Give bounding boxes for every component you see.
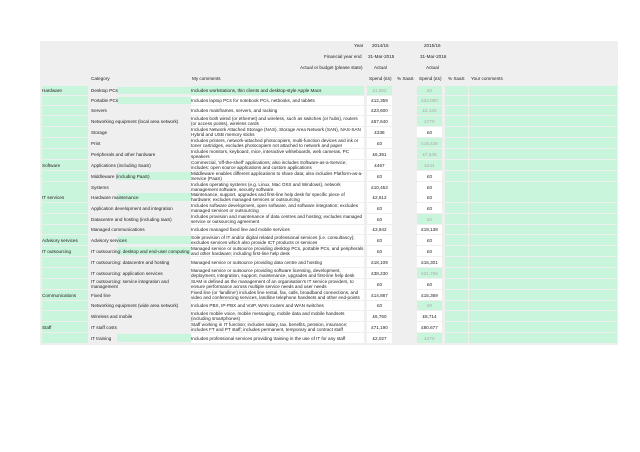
your-comments-cell[interactable]	[469, 182, 617, 192]
xaas-2015-cell[interactable]	[445, 106, 468, 115]
spend-2015-cell[interactable]: £21,765	[417, 268, 442, 278]
spend-2015-cell[interactable]: £18,436	[417, 138, 442, 148]
section-label: Staff	[42, 322, 88, 332]
spend-2014-cell[interactable]: £338	[367, 127, 392, 137]
xaas-2015-cell[interactable]	[445, 116, 468, 126]
category-cell[interactable]	[90, 214, 191, 224]
xaas-2014-cell[interactable]	[394, 301, 419, 310]
category-label: IT outsourcing: desktop and end-user computing	[91, 248, 190, 254]
category-cell[interactable]	[90, 138, 191, 148]
actual-budget-label: Actual or budget (please state)	[300, 65, 363, 70]
spend-2015-cell[interactable]: £0	[417, 301, 442, 310]
comment-cell[interactable]: Staff working in IT function; includes salary, tax, benefits, pension, insurance; includes FT and PT staff; includes permanent, temporary and contract staff	[191, 322, 364, 332]
category-label: Desktop PCs	[91, 88, 118, 93]
comment-cell[interactable]: Includes managed fixed line and mobile services	[191, 225, 364, 234]
your-comments-cell[interactable]	[469, 171, 617, 181]
xaas-2015-cell[interactable]	[445, 171, 468, 181]
table-row	[40, 225, 618, 234]
section-label	[42, 106, 88, 115]
table-row	[40, 311, 618, 321]
spend-2015-cell[interactable]: £2,120	[417, 106, 442, 115]
category-highlight	[117, 236, 191, 244]
category-label: Servers	[91, 108, 107, 113]
xaas-2014-cell[interactable]	[394, 246, 419, 256]
year-2[interactable]: 2015/16	[424, 43, 441, 48]
xaas-2015-cell[interactable]	[445, 322, 468, 332]
xaas-2014-cell[interactable]	[394, 149, 419, 159]
comment-cell[interactable]: Includes operating systems (e.g. Linux, Mac OSX and Windows), network management software, security software	[191, 182, 364, 192]
xaas-2015-cell[interactable]	[445, 127, 468, 137]
category-cell[interactable]	[90, 182, 191, 192]
your-comments-cell[interactable]	[469, 290, 617, 300]
spend-2015-cell[interactable]: £0	[417, 171, 442, 181]
spend-2015-cell[interactable]: £0	[417, 203, 442, 213]
category-cell[interactable]	[90, 279, 191, 289]
your-comments-cell[interactable]	[469, 138, 617, 148]
section-label: Software	[42, 160, 88, 170]
section-label	[42, 257, 88, 267]
year-label: Year	[354, 43, 364, 48]
xaas-2015-cell[interactable]	[445, 311, 468, 321]
your-comments-cell[interactable]	[469, 203, 617, 213]
xaas-2015-cell[interactable]	[445, 192, 468, 202]
category-cell[interactable]	[90, 96, 191, 105]
col-your-comments: Your comments	[471, 76, 503, 81]
spend-2014-cell[interactable]: £18,109	[367, 257, 392, 267]
category-label: IT outsourcing: datacentre and hosting	[91, 259, 170, 265]
xaas-2015-cell[interactable]	[445, 235, 468, 245]
year-row	[40, 41, 618, 51]
xaas-2014-cell[interactable]	[394, 333, 419, 343]
comment-cell[interactable]: Managed service or outsource providing desktop PCs, portable PCs, and peripherals and other hardware; including first-line help desk	[191, 246, 364, 256]
category-cell[interactable]	[90, 116, 191, 126]
table-row	[40, 246, 618, 256]
your-comments-cell[interactable]	[469, 149, 617, 159]
category-label: Wireless and mobile	[91, 313, 133, 319]
xaas-2014-cell[interactable]	[394, 279, 419, 289]
section-label	[42, 203, 88, 213]
spend-2015-cell[interactable]: £80,677	[417, 322, 442, 332]
xaas-2014-cell[interactable]	[394, 182, 419, 192]
table-row	[40, 257, 618, 267]
category-cell[interactable]	[90, 301, 191, 310]
category-label: Datacentre and hosting (including IaaS)	[91, 216, 172, 222]
xaas-2014-cell[interactable]	[394, 257, 419, 267]
section-label: Hardware	[42, 86, 88, 95]
fye-1[interactable]: 31-Mar-2015	[368, 54, 395, 59]
spend-2015-cell[interactable]: £444	[417, 160, 442, 170]
xaas-2014-cell[interactable]	[394, 106, 419, 115]
year-1[interactable]: 2014/15	[372, 43, 389, 48]
xaas-2015-cell[interactable]	[445, 203, 468, 213]
category-label: Peripherals and other hardware	[91, 151, 156, 157]
spend-2014-cell[interactable]: £6,760	[367, 311, 392, 321]
section-label	[42, 311, 88, 321]
table-row	[40, 116, 618, 126]
table-row	[40, 192, 618, 202]
your-comments-cell[interactable]	[469, 322, 617, 332]
your-comments-cell[interactable]	[469, 160, 617, 170]
category-cell[interactable]	[90, 268, 191, 278]
your-comments-cell[interactable]	[469, 116, 617, 126]
xaas-2014-cell[interactable]	[394, 290, 419, 300]
xaas-2014-cell[interactable]	[394, 268, 419, 278]
comment-cell[interactable]: Includes workstations, thin clients and desktop-style Apple Macs	[191, 86, 364, 95]
xaas-2014-cell[interactable]	[394, 225, 419, 234]
your-comments-cell[interactable]	[469, 192, 617, 202]
section-label	[42, 116, 88, 126]
col-comments: My comments	[192, 76, 221, 81]
section-label	[42, 214, 88, 224]
section-label: Communications	[42, 290, 88, 300]
spend-2015-cell[interactable]: £0	[417, 182, 442, 192]
xaas-2014-cell[interactable]	[394, 116, 419, 126]
category-highlight	[117, 97, 191, 104]
category-cell[interactable]	[90, 257, 191, 267]
section-label: IT outsourcing	[42, 246, 88, 256]
xaas-2015-cell[interactable]	[445, 160, 468, 170]
category-cell[interactable]	[90, 311, 191, 321]
actual-budget-2[interactable]: Actual	[426, 65, 439, 70]
spreadsheet-sheet	[40, 41, 618, 345]
table-row	[40, 106, 618, 115]
xaas-2014-cell[interactable]	[394, 322, 419, 332]
category-label: Storage	[91, 129, 108, 135]
xaas-2015-cell[interactable]	[445, 301, 468, 310]
spend-2014-cell[interactable]: £23,600	[367, 106, 392, 115]
table-row	[40, 268, 618, 278]
comment-cell[interactable]: Middleware enables different applications to share data; also includes Platform-as-a-Service (PaaS)	[191, 171, 363, 181]
section-label	[42, 127, 88, 137]
your-comments-cell[interactable]	[469, 106, 617, 115]
xaas-2014-cell[interactable]	[394, 214, 419, 224]
your-comments-cell[interactable]	[469, 225, 617, 234]
spend-2014-cell[interactable]: £38,230	[367, 268, 392, 278]
category-cell[interactable]	[90, 192, 191, 202]
spend-2015-cell[interactable]: £0	[417, 246, 442, 256]
section-label	[42, 171, 88, 181]
xaas-2014-cell[interactable]	[394, 192, 419, 202]
fye-row	[40, 52, 618, 62]
xaas-2015-cell[interactable]	[445, 279, 468, 289]
category-label: Application development and integration	[91, 205, 173, 211]
table-row	[40, 214, 618, 224]
category-cell[interactable]	[90, 290, 191, 300]
category-highlight	[117, 334, 191, 342]
your-comments-cell[interactable]	[469, 279, 617, 289]
spend-2014-cell[interactable]: £67,640	[367, 116, 392, 126]
xaas-2014-cell[interactable]	[394, 203, 419, 213]
table-row	[40, 127, 618, 137]
spend-2015-cell[interactable]: £0	[417, 214, 442, 224]
category-label: Middleware (including PaaS)	[91, 173, 150, 179]
spend-2015-cell[interactable]: £770	[417, 116, 442, 126]
category-cell[interactable]	[90, 322, 191, 332]
xaas-2015-cell[interactable]	[445, 138, 468, 148]
category-label: IT training	[91, 335, 112, 341]
xaas-2015-cell[interactable]	[445, 86, 468, 95]
xaas-2014-cell[interactable]	[394, 127, 419, 137]
your-comments-cell[interactable]	[469, 268, 617, 278]
xaas-2014-cell[interactable]	[394, 235, 419, 245]
section-label: Advisory services	[42, 235, 88, 245]
category-cell[interactable]	[90, 171, 191, 181]
your-comments-cell[interactable]	[469, 246, 617, 256]
your-comments-cell[interactable]	[469, 214, 617, 224]
spend-2015-cell[interactable]: £22,090	[417, 96, 442, 105]
section-label	[42, 96, 88, 105]
category-label: Managed communications	[91, 227, 145, 232]
actual-budget-row	[40, 63, 618, 73]
spend-2015-cell[interactable]: £7,648	[417, 149, 442, 159]
spend-2014-cell[interactable]: £2,027	[367, 333, 392, 343]
category-label: IT staff costs	[91, 324, 117, 330]
category-cell[interactable]	[90, 149, 191, 159]
col-xaas-2: % XaaS	[448, 76, 465, 81]
comment-cell[interactable]: Sole provision of IT and/or digital related professional services (i.e. consultancy); excludes services which also provide ICT products or services	[191, 235, 364, 245]
category-cell[interactable]	[90, 160, 191, 170]
spend-2014-cell[interactable]: £0	[367, 171, 392, 181]
category-cell[interactable]	[90, 86, 191, 95]
comment-cell[interactable]: Includes software development, open software, and software integration; excludes managed services or outsourcing	[191, 203, 364, 213]
column-header-row	[40, 74, 618, 84]
col-category: Category	[91, 76, 110, 81]
comment-cell[interactable]: Includes mobile voice, mobile messaging, mobile data and mobile handsets (including smartphones)	[191, 311, 364, 321]
category-label: Print	[91, 140, 101, 146]
comment-cell[interactable]: SIAM is defined as the management of an organisation's IT service providers, to ensure performance across multiple service needs and user needs	[191, 279, 364, 289]
fye-label: Financial year end	[324, 54, 362, 59]
table-row	[40, 182, 618, 192]
your-comments-cell[interactable]	[469, 257, 617, 267]
xaas-2015-cell[interactable]	[445, 257, 468, 267]
spend-2015-cell[interactable]: £19,138	[417, 225, 442, 234]
spend-2015-cell[interactable]: £15,301	[417, 257, 442, 267]
table-row	[40, 203, 618, 213]
section-label	[42, 333, 88, 343]
spend-2014-cell[interactable]: £467	[367, 160, 392, 170]
section-label	[42, 301, 88, 310]
xaas-2015-cell[interactable]	[445, 333, 468, 343]
xaas-2014-cell[interactable]	[394, 86, 419, 95]
spend-2015-cell[interactable]: £0	[417, 127, 442, 137]
spend-2014-cell[interactable]: £0	[367, 279, 392, 289]
xaas-2014-cell[interactable]	[394, 171, 419, 181]
xaas-2015-cell[interactable]	[445, 246, 468, 256]
category-label: IT outsourcing: application services	[91, 270, 163, 276]
table-row	[40, 290, 618, 300]
table-row	[40, 149, 618, 159]
table-row	[40, 235, 618, 245]
comment-cell[interactable]: Includes professional services providing training in the use of IT for any staff	[191, 333, 364, 343]
spend-2014-cell[interactable]: £2,612	[367, 192, 392, 202]
section-label	[42, 225, 88, 234]
spend-2014-cell[interactable]: £1,852	[367, 86, 392, 95]
actual-budget-1[interactable]: Actual	[374, 65, 387, 70]
xaas-2014-cell[interactable]	[394, 160, 419, 170]
comment-cell[interactable]: Includes laptop PCs for notebook PCs, netbooks, and tablets	[191, 96, 364, 105]
table-row	[40, 333, 618, 343]
comment-cell[interactable]: Managed service or outsource providing data centre and hosting	[191, 257, 364, 267]
xaas-2015-cell[interactable]	[445, 268, 468, 278]
table-row	[40, 96, 618, 105]
comment-cell[interactable]: Includes PBX, IP-PBX and VoIP, WAN routers and WAN switches	[191, 301, 364, 310]
comment-cell[interactable]: Includes mainframes, servers, and racking	[191, 106, 364, 115]
comment-cell[interactable]: Managed service or outsource providing software licensing, development, deployment, integration, support, maintenance, upgrades and first-line help desk	[191, 268, 364, 278]
spend-2014-cell[interactable]: £12,359	[367, 96, 392, 105]
your-comments-cell[interactable]	[469, 301, 617, 310]
category-cell[interactable]	[90, 333, 191, 343]
spend-2014-cell[interactable]: £0	[367, 203, 392, 213]
xaas-2015-cell[interactable]	[445, 225, 468, 234]
xaas-2015-cell[interactable]	[445, 290, 468, 300]
your-comments-cell[interactable]	[469, 333, 617, 343]
spend-2014-cell[interactable]: £0	[367, 301, 392, 310]
category-label: Hardware maintenance	[91, 194, 139, 200]
xaas-2015-cell[interactable]	[445, 182, 468, 192]
table-row	[40, 322, 618, 332]
table-row	[40, 160, 618, 170]
xaas-2014-cell[interactable]	[394, 311, 419, 321]
xaas-2014-cell[interactable]	[394, 96, 419, 105]
section-label	[42, 149, 88, 159]
your-comments-cell[interactable]	[469, 127, 617, 137]
your-comments-cell[interactable]	[469, 96, 617, 105]
category-cell[interactable]	[90, 246, 191, 256]
section-label	[42, 268, 88, 278]
comment-cell[interactable]: Commercial, 'off-the-shelf' applications; also includes Software-as-a-Service; includes: open source applications and custom applications	[191, 160, 364, 170]
xaas-2014-cell[interactable]	[394, 138, 419, 148]
spend-2015-cell[interactable]: £470	[417, 333, 442, 343]
section-label	[42, 279, 88, 289]
category-highlight	[117, 87, 191, 94]
col-spend-2: Spend (£s)	[419, 76, 442, 81]
category-cell[interactable]	[90, 127, 191, 137]
table-row	[40, 138, 618, 148]
fye-2[interactable]: 31-Mar-2016	[420, 54, 447, 59]
spend-2015-cell[interactable]: £0	[417, 192, 442, 202]
category-label: Portable PCs	[91, 98, 119, 103]
your-comments-cell[interactable]	[469, 235, 617, 245]
spend-2015-cell[interactable]: £0	[417, 86, 442, 95]
category-cell[interactable]	[90, 225, 191, 234]
xaas-2015-cell[interactable]	[445, 96, 468, 105]
spend-2014-cell[interactable]: £71,190	[367, 322, 392, 332]
comment-cell[interactable]: Includes both wired (or ethernet) and wireless, such as switches (or hubs), routers (or access points), wireless cards	[191, 116, 364, 126]
spend-2015-cell[interactable]: £0	[417, 279, 442, 289]
category-label: Networking equipment (local area network)	[91, 118, 179, 124]
table-row	[40, 301, 618, 310]
category-label: Fixed line	[91, 292, 111, 298]
section-label: IT services	[42, 192, 88, 202]
section-label	[42, 138, 88, 148]
your-comments-cell[interactable]	[469, 311, 617, 321]
table-row	[40, 171, 618, 181]
spend-2014-cell[interactable]: £0	[367, 214, 392, 224]
category-cell[interactable]	[90, 106, 191, 115]
spend-2014-cell[interactable]: £6,391	[367, 149, 392, 159]
spend-2014-cell[interactable]: £0	[367, 235, 392, 245]
your-comments-cell[interactable]	[469, 86, 617, 95]
comment-cell[interactable]: Includes Network Attached Storage (NAS), Storage Area Network (SAN), NAS-SAN Hybrid and USB memory sticks	[191, 127, 364, 137]
category-cell[interactable]	[90, 235, 191, 245]
spend-2014-cell[interactable]: £0	[367, 246, 392, 256]
category-label: Applications (including SaaS)	[91, 162, 151, 168]
table-row	[40, 279, 618, 289]
comment-cell[interactable]: Includes monitors, keyboard, mice, interactive whiteboards, web cameras, PC speakers	[191, 149, 364, 159]
spend-2014-cell[interactable]: £0	[367, 138, 392, 148]
table-row	[40, 86, 618, 95]
category-label: Networking equipment (wide area network)	[91, 303, 179, 308]
col-xaas-1: % XaaS	[397, 76, 414, 81]
spend-2015-cell[interactable]: £0	[417, 235, 442, 245]
category-label: IT outsourcing: service integration and management	[91, 279, 169, 289]
category-cell[interactable]	[90, 203, 191, 213]
xaas-2015-cell[interactable]	[445, 149, 468, 159]
spend-2014-cell[interactable]: £10,453	[367, 182, 392, 192]
category-label: Systems	[91, 184, 109, 190]
spend-2014-cell[interactable]: £14,887	[367, 290, 392, 300]
comment-cell[interactable]: Fixed line (or 'landline') includes line rental, fax, calls, broadband connections, and video and conferencing services, landline telephone handsets and other end-points	[191, 290, 364, 300]
col-spend-1: Spend (£s)	[369, 76, 392, 81]
comment-cell[interactable]: Includes printers, network-attached photocopiers, multi-function devices and ink or toner cartridges, excludes photocopiers not attached to network and paper	[191, 138, 364, 148]
spend-2015-cell[interactable]: £8,714	[417, 311, 442, 321]
spend-2015-cell[interactable]: £15,369	[417, 290, 442, 300]
xaas-2015-cell[interactable]	[445, 214, 468, 224]
section-label	[42, 182, 88, 192]
comment-cell[interactable]: Maintenance, support, upgrades and first-line help desk for specific piece of hardware; excludes managed services or outsourcing	[191, 192, 364, 202]
category-label: Advisory services	[91, 237, 127, 243]
comment-cell[interactable]: Includes provision and maintenance of data centres and hosting; excludes managed service or outsourcing agreement	[191, 214, 363, 224]
spend-2014-cell[interactable]: £3,942	[367, 225, 392, 234]
